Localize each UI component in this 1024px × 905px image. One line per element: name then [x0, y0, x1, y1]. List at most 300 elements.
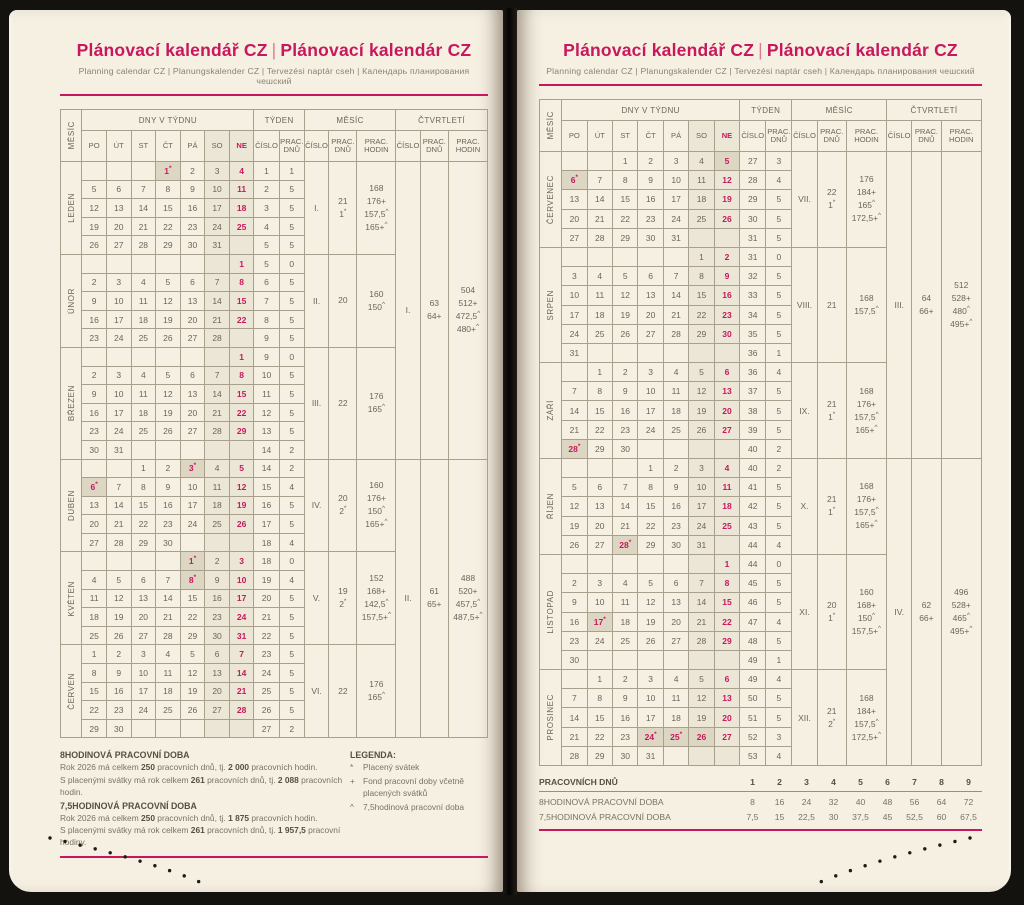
week-number-cell: 38: [740, 401, 766, 420]
week-number-cell: 5: [254, 254, 279, 273]
day-cell: 12: [229, 478, 254, 497]
month-workdays-cell: 20 2*: [329, 459, 357, 552]
day-cell: 24: [106, 422, 131, 441]
week-number-cell: 11: [254, 385, 279, 404]
day-cell: 1: [229, 347, 254, 366]
footer-8h-line2: S placenými svátky má rok celkem 261 pracovních dnů, tj. 2 088 pracovních hodin.: [60, 774, 343, 797]
day-cell: [156, 552, 181, 571]
week-workdays-cell: 4: [279, 571, 304, 590]
day-cell: 30: [663, 535, 688, 554]
day-cell: [714, 343, 739, 362]
day-cell: 26: [156, 422, 181, 441]
day-cell: 1: [82, 645, 107, 664]
week-workdays-cell: 0: [766, 554, 792, 573]
day-cell: 14: [156, 589, 181, 608]
day-cell: [562, 247, 587, 266]
day-cell: [562, 363, 587, 382]
day-cell: 24: [229, 608, 254, 627]
day-cell: [587, 459, 612, 478]
day-cell: 25: [714, 516, 739, 535]
day-cell: 12: [156, 385, 181, 404]
day-cell: 17: [638, 708, 663, 727]
week-workdays-cell: 5: [766, 631, 792, 650]
week-workdays-cell: 4: [766, 746, 792, 765]
day-cell: 23: [613, 727, 638, 746]
day-cell: 19: [106, 608, 131, 627]
legend-item: + Fond pracovní doby včetně placených svátků: [350, 776, 465, 798]
day-cell: 6: [587, 478, 612, 497]
day-cell: 23: [82, 422, 107, 441]
month-axis-label: MĚSÍC: [61, 110, 82, 162]
day-cell: [663, 746, 688, 765]
footer-8h-line1: Rok 2026 má celkem 250 pracovních dnů, tj. 2 000 pracovních hodin.: [60, 762, 318, 773]
day-cell: 9: [613, 689, 638, 708]
day-cell: 10: [638, 689, 663, 708]
weekday-header: ČT: [638, 121, 663, 152]
day-cell: 14: [205, 385, 230, 404]
right-bottom-rule: [539, 829, 982, 831]
week-number-cell: 28: [740, 171, 766, 190]
day-cell: 31: [106, 440, 131, 459]
day-cell: 4: [613, 574, 638, 593]
week-workdays-cell: 5: [766, 401, 792, 420]
month-name-cell: ZÁŘÍ: [540, 363, 562, 459]
day-cell: 14: [587, 190, 612, 209]
month-workdays-header: PRAC. DNŮ: [817, 121, 846, 152]
day-cell: 19: [156, 403, 181, 422]
day-cell: 18: [663, 401, 688, 420]
month-hours-cell: 168 176+ 157,5^ 165+^: [846, 363, 886, 459]
day-cell: 20: [106, 217, 131, 236]
day-cell: 13: [638, 286, 663, 305]
day-cell: 11: [156, 664, 181, 683]
day-cell: 20: [587, 516, 612, 535]
day-cell: [156, 254, 181, 273]
day-cell: 17: [689, 497, 714, 516]
day-cell: 23: [613, 420, 638, 439]
day-cell: 5: [613, 267, 638, 286]
page-title: [539, 40, 982, 61]
days-of-week-group-header: DNY V TÝDNU: [82, 110, 254, 131]
weekday-header: SO: [689, 121, 714, 152]
day-cell: 12: [689, 382, 714, 401]
day-cell: [106, 459, 131, 478]
day-cell: 8: [131, 478, 156, 497]
week-workdays-cell: 5: [279, 664, 304, 683]
week-number-cell: 41: [740, 478, 766, 497]
week-number-cell: 22: [254, 626, 279, 645]
day-cell: [180, 254, 205, 273]
month-name-cell: PROSINEC: [540, 670, 562, 766]
day-cell: 21: [131, 217, 156, 236]
day-cell: 19: [613, 305, 638, 324]
day-cell: [180, 533, 205, 552]
week-workdays-cell: 4: [279, 478, 304, 497]
left-page: [9, 10, 503, 892]
workday-summary: [60, 747, 344, 848]
week-number-cell: 27: [740, 152, 766, 171]
month-number-cell: III.: [304, 347, 328, 459]
day-cell: 16: [156, 496, 181, 515]
day-cell: 30: [180, 236, 205, 255]
day-cell: 23: [205, 608, 230, 627]
day-cell: 21: [156, 608, 181, 627]
day-cell: 9: [205, 571, 230, 590]
quarter-number-header: ČÍSLO: [887, 121, 912, 152]
week-workdays-cell: 5: [279, 682, 304, 701]
day-cell: 31: [663, 228, 688, 247]
day-cell: 16: [562, 612, 587, 631]
month-number-cell: VIII.: [792, 247, 817, 362]
day-cell: 20: [82, 515, 107, 534]
day-cell: 20: [205, 682, 230, 701]
day-cell: [587, 343, 612, 362]
week-group-header: TÝDEN: [254, 110, 304, 131]
month-number-cell: II.: [304, 254, 328, 347]
day-cell: 30: [638, 228, 663, 247]
day-cell: 29: [131, 533, 156, 552]
month-name-cell: ČERVENEC: [540, 152, 562, 248]
day-cell: 7: [562, 689, 587, 708]
page-subtitle: Planning calendar CZ | Planungskalender CZ | Tervezési naptár cseh | Календарь планирования чешский: [78, 66, 470, 86]
day-cell: [587, 247, 612, 266]
day-cell: 5: [714, 152, 739, 171]
day-cell: 26: [156, 329, 181, 348]
week-workdays-cell: 0: [279, 552, 304, 571]
day-cell: 7: [106, 478, 131, 497]
day-cell: 30: [156, 533, 181, 552]
day-cell: 7: [689, 574, 714, 593]
day-cell: 20: [714, 708, 739, 727]
month-hours-cell: 168 184+ 157,5^ 172,5+^: [846, 670, 886, 766]
day-cell: 29: [229, 422, 254, 441]
day-cell: 19: [180, 682, 205, 701]
day-cell: 21: [663, 305, 688, 324]
day-cell: 4: [205, 459, 230, 478]
day-cell: 17: [180, 496, 205, 515]
day-cell: 11: [131, 292, 156, 311]
day-cell: [82, 162, 107, 181]
quarter-number-cell: II.: [396, 459, 420, 738]
day-cell: 8*: [180, 571, 205, 590]
week-workdays-cell: 5: [766, 593, 792, 612]
day-cell: 23: [638, 209, 663, 228]
week-number-cell: 35: [740, 324, 766, 343]
day-cell: 7: [205, 273, 230, 292]
day-cell: 5: [106, 571, 131, 590]
day-cell: 7: [205, 366, 230, 385]
day-cell: 15: [229, 292, 254, 311]
day-cell: 6: [180, 273, 205, 292]
week-workdays-cell: 5: [766, 574, 792, 593]
legend: [350, 747, 488, 848]
day-cell: 22: [689, 305, 714, 324]
quarter-number-cell: IV.: [887, 459, 912, 766]
month-number-cell: X.: [792, 459, 817, 555]
week-workdays-cell: 2: [279, 719, 304, 738]
day-cell: 3: [562, 267, 587, 286]
week-number-cell: 2: [254, 180, 279, 199]
day-cell: 12: [714, 171, 739, 190]
day-cell: 18: [663, 708, 688, 727]
week-workdays-cell: 5: [766, 305, 792, 324]
day-cell: 11: [131, 385, 156, 404]
month-name-cell: ÚNOR: [61, 254, 82, 347]
day-cell: 18: [714, 497, 739, 516]
day-cell: 28: [587, 228, 612, 247]
day-cell: 21: [205, 310, 230, 329]
day-cell: 8: [82, 664, 107, 683]
day-cell: [587, 650, 612, 669]
day-cell: [229, 440, 254, 459]
day-cell: 9: [714, 267, 739, 286]
quarter-hours-cell: 504 512+ 472,5^ 480+^: [448, 162, 487, 460]
week-workdays-cell: 3: [766, 727, 792, 746]
month-hours-cell: 168 157,5^: [846, 247, 886, 362]
day-cell: 28: [229, 701, 254, 720]
week-number-cell: 26: [254, 701, 279, 720]
week-workdays-header: PRAC. DNŮ: [766, 121, 792, 152]
day-cell: 25: [229, 217, 254, 236]
day-cell: 21: [562, 727, 587, 746]
day-cell: 4: [714, 459, 739, 478]
quarter-hours-header: PRAC. HODIN: [941, 121, 981, 152]
day-cell: 2: [613, 363, 638, 382]
day-cell: 22: [638, 516, 663, 535]
week-workdays-cell: 5: [766, 689, 792, 708]
day-cell: 27: [82, 533, 107, 552]
month-workdays-cell: 21 1*: [817, 363, 846, 459]
day-cell: 4: [587, 267, 612, 286]
day-cell: 3: [131, 645, 156, 664]
day-cell: 5: [180, 645, 205, 664]
week-number-cell: 16: [254, 496, 279, 515]
day-cell: 17: [131, 682, 156, 701]
week-number-cell: 17: [254, 515, 279, 534]
week-workdays-cell: 5: [279, 515, 304, 534]
day-cell: [663, 247, 688, 266]
day-cell: 11: [613, 593, 638, 612]
day-cell: 18: [156, 682, 181, 701]
day-cell: 1: [689, 247, 714, 266]
day-cell: 15: [689, 286, 714, 305]
day-cell: 6: [714, 670, 739, 689]
day-cell: 6: [205, 645, 230, 664]
month-hours-header: PRAC. HODIN: [357, 131, 396, 162]
day-cell: 16: [613, 401, 638, 420]
day-cell: 1*: [156, 162, 181, 181]
week-workdays-cell: 1: [279, 162, 304, 181]
day-cell: 10: [663, 171, 688, 190]
week-number-cell: 10: [254, 366, 279, 385]
day-cell: [663, 554, 688, 573]
day-cell: 28: [689, 631, 714, 650]
day-cell: 5: [82, 180, 107, 199]
day-cell: [106, 162, 131, 181]
weekday-header: ČT: [156, 131, 181, 162]
day-cell: 25: [205, 515, 230, 534]
day-cell: 8: [689, 267, 714, 286]
day-cell: [229, 533, 254, 552]
day-cell: 5: [156, 273, 181, 292]
day-cell: 28: [205, 422, 230, 441]
day-cell: 12: [689, 689, 714, 708]
footer-75h-line1: Rok 2026 má celkem 250 pracovních dnů, tj. 1 875 pracovních hodin.: [60, 812, 318, 823]
page-subtitle: Planning calendar CZ | Planungskalender CZ | Tervezési naptár cseh | Календарь планирования чешский: [546, 66, 975, 76]
day-cell: [131, 347, 156, 366]
month-hours-cell: 160 150^: [357, 254, 396, 347]
day-cell: 26: [638, 631, 663, 650]
day-cell: 22: [229, 310, 254, 329]
week-workdays-cell: 5: [279, 701, 304, 720]
day-cell: 10: [638, 382, 663, 401]
left-footer: [60, 747, 488, 848]
day-cell: 13: [714, 382, 739, 401]
day-cell: 3: [229, 552, 254, 571]
calendar-table-left: [60, 109, 488, 738]
day-cell: 10: [562, 286, 587, 305]
day-cell: [229, 719, 254, 738]
day-cell: 6: [714, 363, 739, 382]
quarter-workdays-header: PRAC. DNŮ: [912, 121, 941, 152]
week-number-cell: 49: [740, 670, 766, 689]
day-cell: 26: [613, 324, 638, 343]
day-cell: 28: [131, 236, 156, 255]
month-number-header: ČÍSLO: [304, 131, 328, 162]
week-workdays-cell: 5: [766, 286, 792, 305]
week-workdays-header: PRAC. DNŮ: [279, 131, 304, 162]
week-number-cell: 36: [740, 343, 766, 362]
month-workdays-cell: 21: [817, 247, 846, 362]
day-cell: 15: [229, 385, 254, 404]
week-workdays-cell: 5: [279, 496, 304, 515]
day-cell: 27: [106, 236, 131, 255]
day-cell: 14: [229, 664, 254, 683]
day-cell: 29: [156, 236, 181, 255]
day-cell: 23: [663, 516, 688, 535]
day-cell: 2: [180, 162, 205, 181]
day-cell: 29: [613, 228, 638, 247]
month-name-cell: BŘEZEN: [61, 347, 82, 459]
day-cell: 3: [106, 273, 131, 292]
week-number-cell: 18: [254, 533, 279, 552]
week-workdays-cell: 5: [279, 199, 304, 218]
day-cell: [638, 343, 663, 362]
day-cell: 22: [229, 403, 254, 422]
day-cell: 26: [714, 209, 739, 228]
week-number-cell: 9: [254, 347, 279, 366]
day-cell: 10: [587, 593, 612, 612]
day-cell: 13: [180, 385, 205, 404]
day-cell: 2: [82, 273, 107, 292]
day-cell: 27: [205, 701, 230, 720]
week-workdays-cell: 5: [766, 516, 792, 535]
day-cell: [82, 347, 107, 366]
day-cell: [613, 247, 638, 266]
month-number-cell: VII.: [792, 152, 817, 248]
week-number-cell: 40: [740, 459, 766, 478]
day-cell: 21: [205, 403, 230, 422]
calendar-table-right: [539, 99, 982, 766]
quarter-workdays-cell: 63 64+: [420, 162, 448, 460]
day-cell: 29: [587, 439, 612, 458]
day-cell: 5: [229, 459, 254, 478]
week-workdays-cell: 5: [279, 385, 304, 404]
day-cell: 13: [180, 292, 205, 311]
day-cell: [638, 439, 663, 458]
day-cell: [205, 533, 230, 552]
day-cell: 9: [156, 478, 181, 497]
day-cell: 2: [562, 574, 587, 593]
day-cell: 24: [106, 329, 131, 348]
day-cell: 27: [638, 324, 663, 343]
day-cell: 28: [663, 324, 688, 343]
quarter-hours-header: PRAC. HODIN: [448, 131, 487, 162]
day-cell: 25: [587, 324, 612, 343]
day-cell: [180, 440, 205, 459]
day-cell: 9: [663, 478, 688, 497]
month-number-cell: IX.: [792, 363, 817, 459]
month-workdays-cell: 19 2*: [329, 552, 357, 645]
day-cell: 31: [205, 236, 230, 255]
day-cell: [714, 439, 739, 458]
week-number-cell: 33: [740, 286, 766, 305]
day-cell: 6*: [82, 478, 107, 497]
day-cell: [638, 554, 663, 573]
week-workdays-cell: 5: [279, 180, 304, 199]
day-cell: 7: [587, 171, 612, 190]
month-hours-cell: 176 184+ 165^ 172,5+^: [846, 152, 886, 248]
quarter-hours-cell: 488 520+ 457,5^ 487,5+^: [448, 459, 487, 738]
day-cell: 24: [180, 515, 205, 534]
month-hours-cell: 176 165^: [357, 347, 396, 459]
quarter-workdays-header: PRAC. DNŮ: [420, 131, 448, 162]
day-cell: 2: [714, 247, 739, 266]
month-workdays-cell: 21 1*: [329, 162, 357, 255]
perforation-dots-right: [805, 835, 973, 889]
day-cell: 7: [131, 180, 156, 199]
day-cell: 9: [106, 664, 131, 683]
day-cell: 26: [180, 701, 205, 720]
day-cell: 26: [689, 727, 714, 746]
day-cell: [131, 719, 156, 738]
day-cell: 24: [205, 217, 230, 236]
day-cell: 19: [714, 190, 739, 209]
day-cell: 20: [663, 612, 688, 631]
day-cell: 23: [156, 515, 181, 534]
day-cell: 17*: [587, 612, 612, 631]
day-cell: 9: [638, 171, 663, 190]
legend-item: ^ 7,5hodinová pracovní doba: [350, 801, 465, 812]
week-number-cell: 12: [254, 403, 279, 422]
quarter-workdays-cell: 61 65+: [420, 459, 448, 738]
month-number-cell: V.: [304, 552, 328, 645]
week-number-cell: 37: [740, 382, 766, 401]
month-hours-cell: 168 176+ 157,5^ 165+^: [846, 459, 886, 555]
day-cell: 16: [82, 310, 107, 329]
week-number-cell: 27: [254, 719, 279, 738]
day-cell: [106, 347, 131, 366]
month-workdays-cell: 20 1*: [817, 554, 846, 669]
day-cell: 11: [714, 478, 739, 497]
week-number-cell: 1: [254, 162, 279, 181]
day-cell: 15: [613, 190, 638, 209]
day-cell: 12: [156, 292, 181, 311]
week-workdays-cell: 5: [279, 645, 304, 664]
day-cell: 4: [663, 363, 688, 382]
day-cell: 2: [106, 645, 131, 664]
day-cell: 23: [562, 631, 587, 650]
